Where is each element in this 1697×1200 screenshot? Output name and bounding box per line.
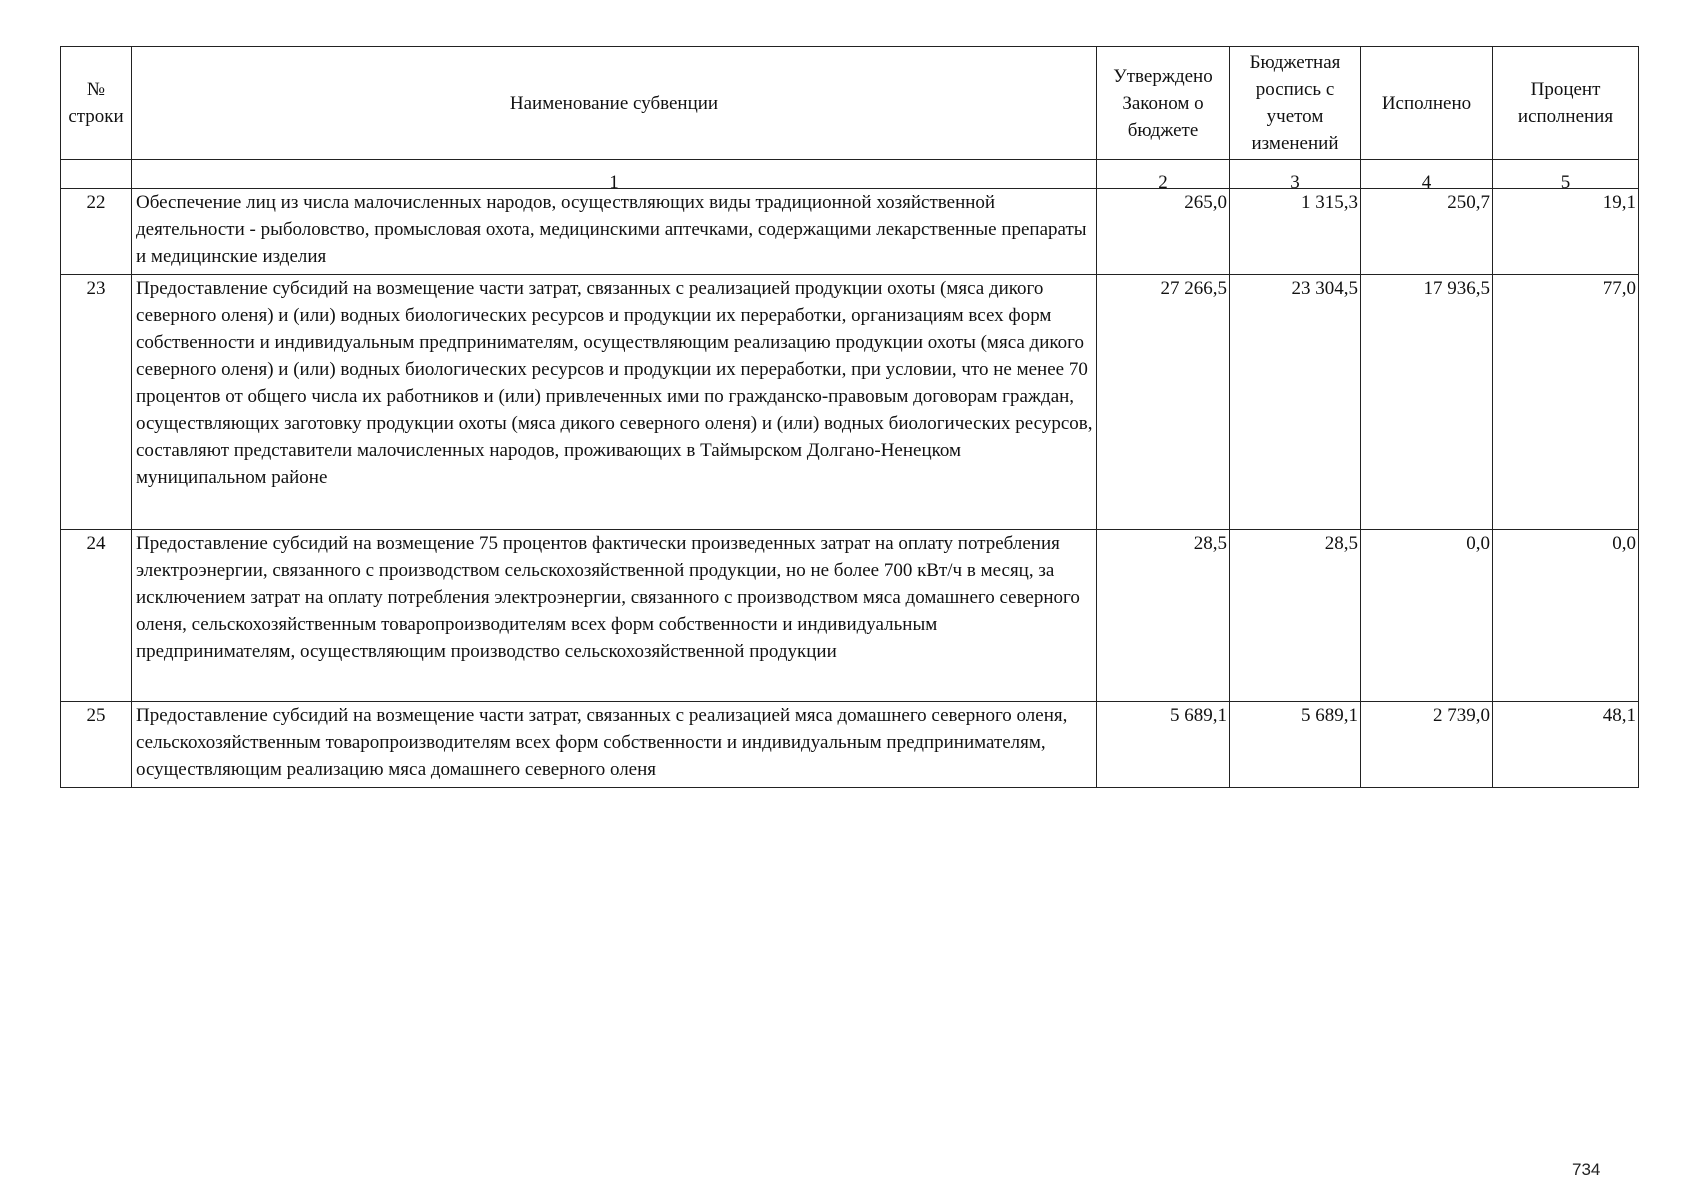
executed-value: 17 936,5	[1361, 275, 1493, 530]
subvention-table	[60, 46, 1639, 788]
budget-list-value: 23 304,5	[1230, 275, 1361, 530]
budget-list-value: 28,5	[1230, 530, 1361, 702]
budget-list-value: 1 315,3	[1230, 189, 1361, 275]
column-number-3: 3	[1230, 160, 1361, 189]
table-row	[61, 702, 1639, 788]
approved-value: 27 266,5	[1097, 275, 1230, 530]
column-number-empty	[61, 160, 132, 189]
subvention-name: Обеспечение лиц из числа малочисленных народов, осуществляющих виды традиционной хозяйственной деятельности - рыболовство, промысловая охота, медицинскими аптечками, содержащими лекарственные препараты и медицинские изделия	[132, 189, 1097, 275]
budget-list-value: 5 689,1	[1230, 702, 1361, 788]
approved-value: 28,5	[1097, 530, 1230, 702]
percent-value: 48,1	[1493, 702, 1639, 788]
subvention-name: Предоставление субсидий на возмещение части затрат, связанных с реализацией мяса домашнего северного оленя, сельскохозяйственным товаропроизводителям всех форм собственности и индивидуальным предпринимателям, осуществляющим реализацию мяса домашнего северного оленя	[132, 702, 1097, 788]
header-subvention-name: Наименование субвенции	[132, 47, 1097, 160]
header-row-number: № строки	[61, 47, 132, 160]
column-number-row	[61, 160, 1639, 189]
percent-value: 0,0	[1493, 530, 1639, 702]
subvention-table-container	[60, 46, 1638, 788]
row-number: 22	[61, 189, 132, 275]
subvention-name: Предоставление субсидий на возмещение части затрат, связанных с реализацией продукции охоты (мяса дикого северного оленя) и (или) водных биологических ресурсов и продукции их переработки, организациям всех форм собственности и индивидуальным предпринимателям, осуществляющим реализацию продукции охоты (мяса дикого северного оленя) и (или) водных биологических ресурсов и продукции их переработки, при условии, что не менее 70 процентов от общего числа их работников и (или) привлеченных ими по гражданско-правовым договорам граждан, осуществляющих заготовку продукции охоты (мяса дикого северного оленя) и (или) водных биологических ресурсов, составляют представители малочисленных народов, проживающих в Таймырском Долгано-Ненецком муниципальном районе	[132, 275, 1097, 530]
row-number: 24	[61, 530, 132, 702]
table-row	[61, 275, 1639, 530]
table-row	[61, 530, 1639, 702]
row-number: 23	[61, 275, 132, 530]
approved-value: 265,0	[1097, 189, 1230, 275]
column-number-1: 1	[132, 160, 1097, 189]
executed-value: 0,0	[1361, 530, 1493, 702]
column-number-4: 4	[1361, 160, 1493, 189]
row-number: 25	[61, 702, 132, 788]
percent-value: 19,1	[1493, 189, 1639, 275]
executed-value: 250,7	[1361, 189, 1493, 275]
header-budget-list: Бюджетная роспись с учетом изменений	[1230, 47, 1361, 160]
percent-value: 77,0	[1493, 275, 1639, 530]
subvention-name: Предоставление субсидий на возмещение 75 процентов фактически произведенных затрат на оплату потребления электроэнергии, связанного с производством сельскохозяйственной продукции, но не более 700 кВт/ч в месяц, за исключением затрат на оплату потребления электроэнергии, связанного с производством мяса домашнего северного оленя, сельскохозяйственным товаропроизводителям всех форм собственности и индивидуальным предпринимателям, осуществляющим производство сельскохозяйственной продукции	[132, 530, 1097, 702]
page-number: 734	[1572, 1160, 1601, 1179]
approved-value: 5 689,1	[1097, 702, 1230, 788]
table-row	[61, 189, 1639, 275]
header-approved: Утверждено Законом о бюджете	[1097, 47, 1230, 160]
column-number-2: 2	[1097, 160, 1230, 189]
executed-value: 2 739,0	[1361, 702, 1493, 788]
header-executed: Исполнено	[1361, 47, 1493, 160]
table-header-row	[61, 47, 1639, 160]
column-number-5: 5	[1493, 160, 1639, 189]
header-percent: Процент исполнения	[1493, 47, 1639, 160]
